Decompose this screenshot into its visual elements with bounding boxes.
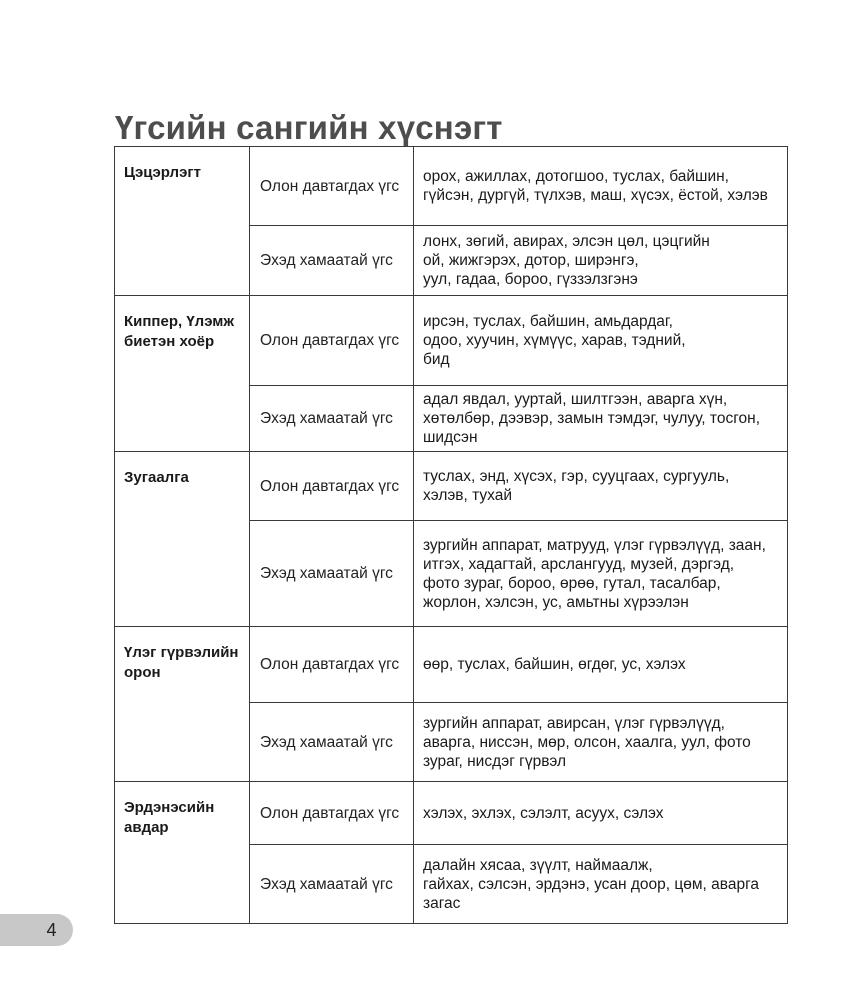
word-line: орох, ажиллах, дотогшоо, туслах, байшин, <box>423 168 729 185</box>
category-cell: Олон давтагдах үгс <box>250 627 414 703</box>
word-line: зургийн аппарат, авирсан, үлэг гүрвэлүүд, <box>423 714 725 732</box>
word-line: фото зураг, бороо, өрөө, гутал, тасалбар, <box>423 574 721 592</box>
word-line: адал явдал, ууртай, шилтгээн, аварга хүн, <box>423 391 728 408</box>
words-cell <box>414 703 788 782</box>
words-cell <box>414 296 788 386</box>
section-title: Үлэг гүрвэлийн орон <box>115 627 250 782</box>
category-cell: Эхэд хамаатай үгс <box>250 845 414 924</box>
category-cell: Олон давтагдах үгс <box>250 782 414 845</box>
category-cell: Олон давтагдах үгс <box>250 147 414 226</box>
page-title: Үгсийн сангийн хүснэгт <box>115 109 503 146</box>
table-row <box>115 627 788 703</box>
word-line: туслах, энд, хүсэх, гэр, сууцгаах, сургууль, <box>423 468 730 485</box>
word-line: хөтөлбөр, дээвэр, замын тэмдэг, чулуу, тосгон, <box>423 410 761 427</box>
category-cell: Олон давтагдах үгс <box>250 296 414 386</box>
word-line: өөр, туслах, байшин, өгдөг, ус, хэлэх <box>423 656 686 673</box>
word-line: гүйсэн, дургүй, түлхэв, маш, хүсэх, ёстой, хэлэв <box>423 187 768 204</box>
word-line: бид <box>423 351 450 368</box>
word-line: итгэх, хадагтай, арслангууд, музей, дэргэд, <box>423 555 735 573</box>
words-cell <box>414 845 788 924</box>
words-cell <box>414 521 788 627</box>
words-cell <box>414 627 788 703</box>
word-line: одоо, хуучин, хүмүүс, харав, тэдний, <box>423 332 686 349</box>
word-line: зураг, нисдэг гүрвэл <box>423 752 567 770</box>
word-line: гайхах, сэлсэн, эрдэнэ, усан доор, цөм, аварга <box>423 875 760 893</box>
category-cell: Эхэд хамаатай үгс <box>250 226 414 296</box>
page-number: 4 <box>0 914 73 946</box>
word-line: уул, гадаа, бороо, гүззэлзгэнэ <box>423 271 638 288</box>
word-line: хэлэв, тухай <box>423 487 512 504</box>
vocabulary-table <box>114 146 788 924</box>
section-title: Киппер, Үлэмж биетэн хоёр <box>115 296 250 452</box>
table-row <box>115 452 788 521</box>
word-line: загас <box>423 894 461 912</box>
category-cell: Эхэд хамаатай үгс <box>250 703 414 782</box>
words-cell <box>414 226 788 296</box>
word-line: аварга, ниссэн, мөр, олсон, хаалга, уул, фото <box>423 733 751 751</box>
word-line: шидсэн <box>423 429 478 446</box>
words-cell <box>414 147 788 226</box>
category-cell: Эхэд хамаатай үгс <box>250 521 414 627</box>
table-row <box>115 147 788 226</box>
section-title: Цэцэрлэгт <box>115 147 250 296</box>
section-title: Зугаалга <box>115 452 250 627</box>
words-cell <box>414 782 788 845</box>
words-cell <box>414 386 788 452</box>
word-line: зургийн аппарат, матрууд, үлэг гүрвэлүүд, заан, <box>423 536 766 554</box>
word-line: ирсэн, туслах, байшин, амьдардаг, <box>423 313 673 330</box>
word-line: далайн хясаа, зүүлт, наймаалж, <box>423 856 653 874</box>
table-row <box>115 296 788 386</box>
table-row <box>115 782 788 845</box>
word-line: хэлэх, эхлэх, сэлэлт, асуух, сэлэх <box>423 804 664 822</box>
category-cell: Эхэд хамаатай үгс <box>250 386 414 452</box>
section-title: Эрдэнэсийн авдар <box>115 782 250 924</box>
word-line: ой, жижгэрэх, дотор, ширэнгэ, <box>423 252 639 269</box>
word-line: жорлон, хэлсэн, ус, амьтны хүрээлэн <box>423 593 689 611</box>
category-cell: Олон давтагдах үгс <box>250 452 414 521</box>
words-cell <box>414 452 788 521</box>
word-line: лонх, зөгий, авирах, элсэн цөл, цэцгийн <box>423 233 710 250</box>
